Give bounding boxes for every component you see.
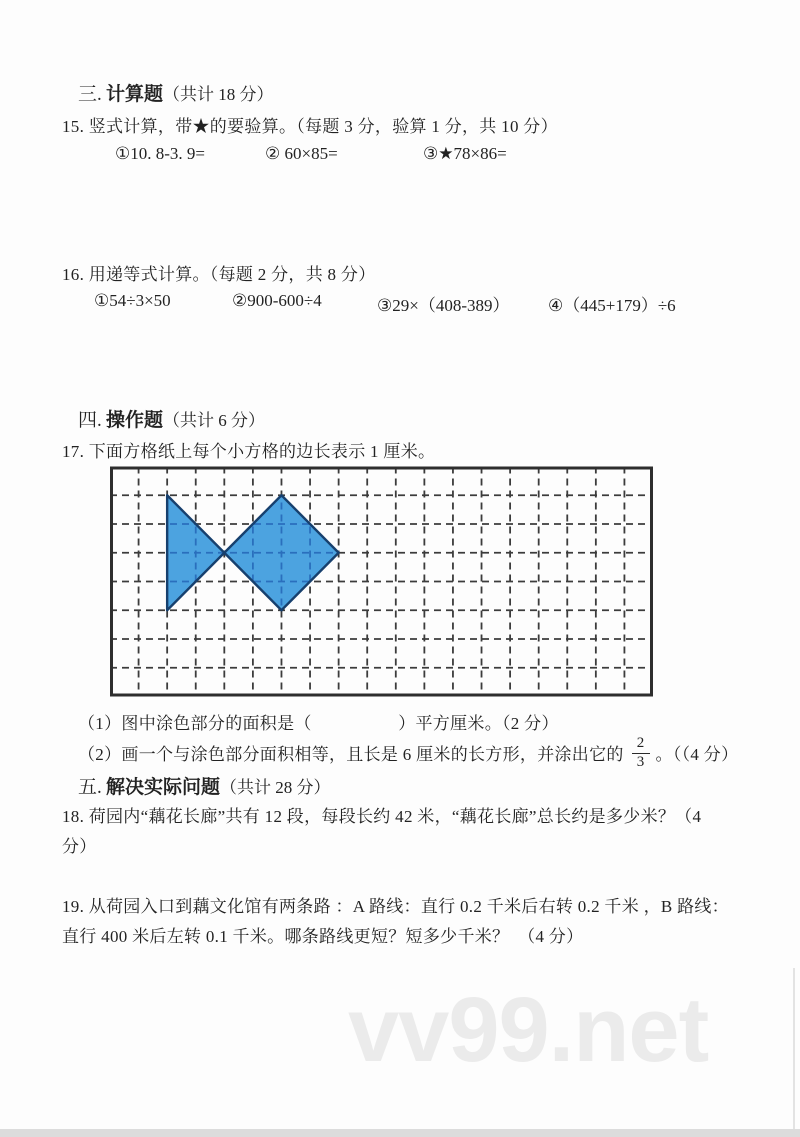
- question-16-item-2: ②900-600÷4: [232, 291, 322, 310]
- section-4-points: （共计 6 分）: [163, 411, 266, 430]
- question-17-sub2-pre: （2）画一个与涂色部分面积相等，且长是 6 厘米的长方形，并涂出它的: [78, 745, 624, 765]
- question-18-line2: 分）: [62, 837, 97, 856]
- section-3-heading: [78, 79, 274, 106]
- section-5-heading: [78, 772, 331, 799]
- question-17-sub1: （1）图中涂色部分的面积是（ ）平方厘米。（2 分）: [78, 714, 559, 733]
- section-3-points: （共计 18 分）: [163, 85, 274, 104]
- watermark: vv99.net: [348, 979, 709, 1081]
- fraction-denominator: 3: [636, 753, 645, 770]
- section-3-title: 计算题: [106, 84, 164, 105]
- question-16-item-1: ①54÷3×50: [94, 291, 171, 310]
- question-15-item-1: ①10. 8-3. 9=: [115, 144, 205, 163]
- question-19-line1: 19. 从荷园入口到藕文化馆有两条路 ：A 路线：直行 0.2 千米后右转 0.2 千米 ，B 路线：: [62, 897, 729, 916]
- question-18-line1: 18. 荷园内“藕花长廊”共有 12 段，每段长约 42 米，“藕花长廊”总长约是多少米？（4: [62, 807, 702, 826]
- question-15-item-3: ③★78×86=: [423, 144, 507, 163]
- section-3-number: 三.: [78, 84, 102, 105]
- question-15-text: 15. 竖式计算，带★的要验算。（每题 3 分，验算 1 分，共 10 分）: [62, 117, 558, 136]
- grid-figure: [110, 466, 653, 697]
- section-5-title: 解决实际问题: [106, 777, 221, 798]
- question-16-item-3: ③29×（408-389）: [377, 296, 510, 315]
- section-5-points: （共计 28 分）: [220, 778, 331, 797]
- question-17-sub2-post: 。（（4 分）: [655, 745, 739, 765]
- fraction-numerator: 2: [632, 736, 650, 754]
- bottom-strip: [0, 1129, 800, 1137]
- question-16-item-4: ④（445+179）÷6: [548, 296, 676, 315]
- section-4-heading: [78, 405, 265, 432]
- section-4-number: 四.: [78, 410, 102, 431]
- section-5-number: 五.: [78, 777, 102, 798]
- question-19-line2: 直行 400 米后左转 0.1 千米。哪条路线更短？短多少千米？ （4 分）: [62, 927, 584, 946]
- question-15-item-2: ② 60×85=: [265, 144, 338, 163]
- question-17-text: 17. 下面方格纸上每个小方格的边长表示 1 厘米。: [62, 442, 436, 461]
- grid-figure-svg: [110, 466, 653, 697]
- question-17-sub2: [78, 736, 738, 777]
- fraction-two-thirds: [632, 736, 650, 771]
- section-4-title: 操作题: [106, 410, 164, 431]
- page-edge-line: [793, 968, 795, 1137]
- question-16-text: 16. 用递等式计算。（每题 2 分，共 8 分）: [62, 265, 376, 284]
